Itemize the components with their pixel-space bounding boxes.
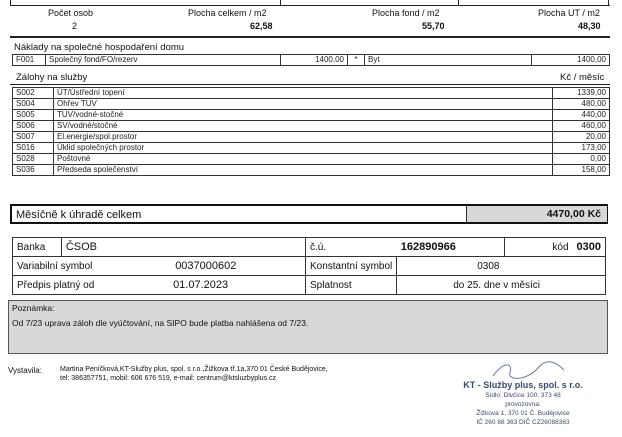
due-label: Splatnost [305,276,396,295]
table-row [13,110,610,121]
service-value: 460,00 [553,121,610,132]
valid-cell [13,276,306,295]
summary-value-area-total: 62,58 [250,21,273,31]
service-code: S036 [13,165,54,176]
cost-code: F001 [13,55,46,66]
service-name: Úklid společných prostor [54,143,553,154]
footer-line1: Martina Peníčková,KT-Služby plus, spol. s r.o.,Žižkova tř.1a,370 01 České Budějovice, [60,366,328,373]
table-row [13,276,606,295]
vs-cell [13,257,306,276]
services-title: Zálohy na služby [16,72,88,83]
account-number: 162890966 [397,238,505,257]
footer-line2: tel: 386357751, mobil: 606 676 519, e-mail: centrum@ktsluzbyplus.cz [60,375,277,382]
summary-header-area-fund: Plocha fond / m2 [372,8,440,18]
table-row [13,154,610,165]
summary-value-area-ut: 48,30 [578,21,601,31]
ks-value: 0308 [397,257,606,276]
table-row [13,132,610,143]
service-value: 20,00 [553,132,610,143]
summary-value-persons: 2 [72,21,78,31]
note-text: Od 7/23 uprava záloh dle vyúčtování, na SIPO bude platba nahlášena od 7/23. [12,318,309,328]
service-name: Poštovné [54,154,553,165]
service-value: 158,00 [553,165,610,176]
services-unit: Kč / měsíc [560,72,605,83]
bank-label: Banka [13,238,62,257]
note-title: Poznámka: [12,303,55,313]
table-row [13,55,610,66]
service-name: TUV/vodné-stočné [54,110,553,121]
due-value: do 25. dne v měsíci [397,276,606,295]
costs-title: Náklady na společné hospodaření domu [14,42,185,53]
top-divider [608,0,609,6]
services-table [12,87,610,176]
total-value-cell [466,206,607,222]
summary-section [10,6,608,36]
service-code: S016 [13,143,54,154]
stamp-company: KT - Služby plus, spol. s r.o. [463,380,583,390]
cost-unit: Byt [365,55,532,66]
code-value: 0300 [573,238,606,257]
table-row [13,257,606,276]
service-code: S028 [13,154,54,165]
service-name: Předseda společenství [54,165,553,176]
ks-label: Konstantní symbol [305,257,396,276]
table-row [13,143,610,154]
company-stamp [448,360,598,432]
summary-header-area-total: Plocha celkem / m2 [188,8,267,18]
valid-label: Předpis platný od [17,280,95,291]
table-row [13,121,610,132]
service-name: Ohřev TUV [54,99,553,110]
total-label: Měsíčně k úhradě celkem [16,209,142,221]
valid-value: 01.07.2023 [173,279,229,291]
cost-amount: 1400,00 [281,55,348,66]
total-value: 4470,00 Kč [546,208,601,220]
vs-value: 0037000602 [175,260,237,272]
cost-multiplier: * [348,55,365,66]
stamp-line3: Žižkova 1, 370 01 Č. Budějovice [476,410,570,417]
service-name: SV/vodné/stočné [54,121,553,132]
bank-table [12,237,606,295]
service-name: El.energie/spol.prostor [54,132,553,143]
summary-bottom-border [10,36,610,38]
total-box [10,204,608,224]
service-value: 440,00 [553,110,610,121]
service-value: 1339,00 [553,88,610,99]
table-row [13,88,610,99]
stamp-line2: provozovna: [505,401,541,408]
summary-header-area-ut: Plocha UT / m2 [538,8,600,18]
services-border-top [10,84,610,85]
table-row [13,99,610,110]
costs-table [12,54,610,66]
service-name: ÚT/Ústřední topení [54,88,553,99]
vs-label: Variabilní symbol [17,261,93,272]
stamp-line1: Sídlo: Dlvčice 100, 373 48 [485,392,561,399]
summary-value-area-fund: 55,70 [422,21,445,31]
note-box [8,300,608,354]
cost-total: 1400,00 [532,55,610,66]
service-value: 173,00 [553,143,610,154]
service-value: 480,00 [553,99,610,110]
stamp-line4: IČ 260 88 363 DIČ CZ26088363 [476,419,570,426]
footer-label: Vystavila: [8,366,42,375]
service-code: S004 [13,99,54,110]
table-row [13,165,610,176]
summary-header-persons: Počet osob [48,8,94,18]
service-code: S007 [13,132,54,143]
service-value: 0,00 [553,154,610,165]
table-row [13,238,606,257]
service-code: S005 [13,110,54,121]
bank-name: ČSOB [61,238,305,257]
service-code: S002 [13,88,54,99]
service-code: S006 [13,121,54,132]
cost-name: Společný fond/FO/rezerv [46,55,281,66]
code-label: kód [505,238,573,257]
signature-icon [488,360,568,382]
account-label: č.ú. [305,238,396,257]
